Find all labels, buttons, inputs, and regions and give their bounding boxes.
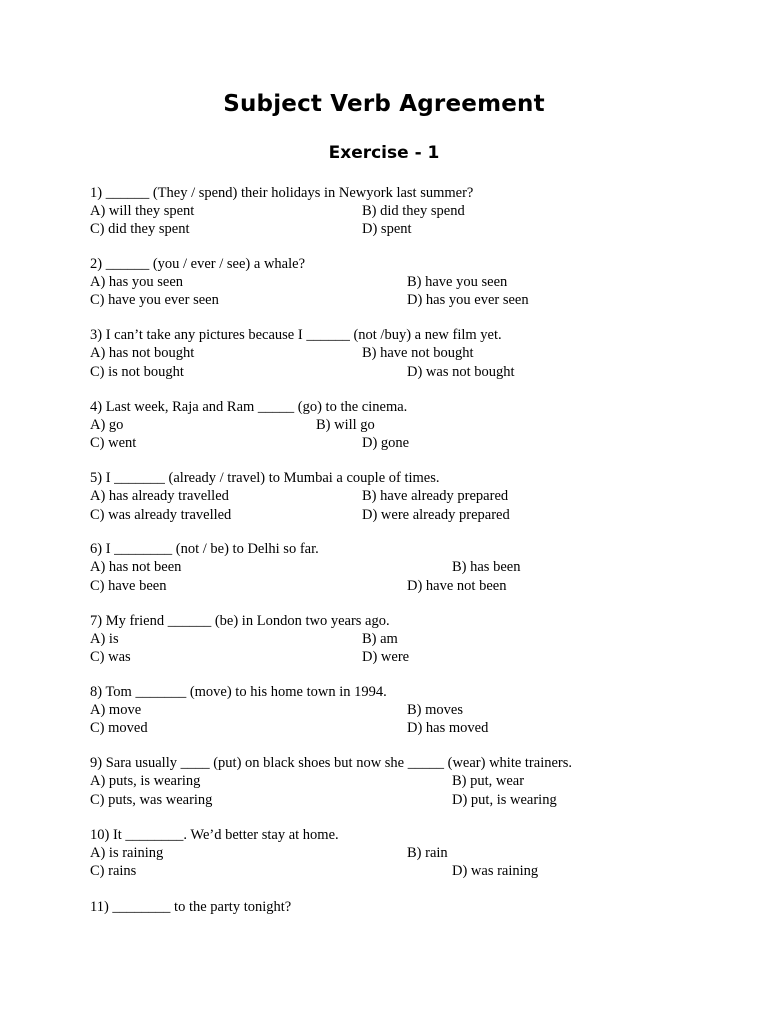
question-2-option-d: D) has you ever seen	[407, 292, 529, 308]
question-8-option-a: A) move	[90, 702, 142, 718]
question-2-option-c: C) have you ever seen	[90, 292, 219, 308]
question-1-option-c: C) did they spent	[90, 221, 190, 237]
question-8-text: 8) Tom _______ (move) to his home town in 1994.	[90, 684, 387, 700]
question-8-option-d: D) has moved	[407, 720, 489, 736]
question-7-text: 7) My friend ______ (be) in London two years ago.	[90, 613, 390, 629]
question-3-option-a: A) has not bought	[90, 345, 195, 361]
question-10-text: 10) It ________. We’d better stay at home.	[90, 827, 339, 843]
question-3-text: 3) I can’t take any pictures because I ______ (not /buy) a new film yet.	[90, 327, 502, 343]
question-4-text: 4) Last week, Raja and Ram _____ (go) to the cinema.	[90, 399, 408, 415]
question-5-option-a: A) has already travelled	[90, 488, 229, 504]
question-2-option-a: A) has you seen	[90, 274, 184, 290]
question-4-option-c: C) went	[90, 435, 137, 451]
question-3-option-b: B) have not bought	[362, 345, 474, 361]
question-3-option-c: C) is not bought	[90, 364, 184, 380]
question-5-option-b: B) have already prepared	[362, 488, 509, 504]
question-5-text: 5) I _______ (already / travel) to Mumbai a couple of times.	[90, 470, 440, 486]
question-7-option-d: D) were	[362, 649, 410, 665]
question-5-option-d: D) were already prepared	[362, 507, 510, 523]
question-6-option-d: D) have not been	[407, 578, 507, 594]
question-11-text: 11) ________ to the party tonight?	[90, 899, 292, 915]
question-7-option-c: C) was	[90, 649, 131, 665]
question-3-option-d: D) was not bought	[407, 364, 515, 380]
question-2-text: 2) ______ (you / ever / see) a whale?	[90, 256, 306, 272]
question-1-option-a: A) will they spent	[90, 203, 195, 219]
question-10-option-c: C) rains	[90, 863, 137, 879]
question-10-option-a: A) is raining	[90, 845, 164, 861]
question-8-option-b: B) moves	[407, 702, 463, 718]
question-5-option-c: C) was already travelled	[90, 507, 232, 523]
question-7-option-b: B) am	[362, 631, 398, 647]
question-6-option-a: A) has not been	[90, 559, 182, 575]
question-6-option-b: B) has been	[452, 559, 521, 575]
question-2-option-b: B) have you seen	[407, 274, 508, 290]
question-4-option-a: A) go	[90, 417, 124, 433]
question-4-option-d: D) gone	[362, 435, 410, 451]
question-10-option-d: D) was raining	[452, 863, 539, 879]
question-9-option-a: A) puts, is wearing	[90, 773, 201, 789]
question-9-option-c: C) puts, was wearing	[90, 792, 213, 808]
question-4-option-b: B) will go	[316, 417, 375, 433]
question-1-text: 1) ______ (They / spend) their holidays in Newyork last summer?	[90, 185, 474, 201]
question-6-text: 6) I ________ (not / be) to Delhi so far.	[90, 541, 319, 557]
question-9-option-b: B) put, wear	[452, 773, 525, 789]
question-8-option-c: C) moved	[90, 720, 148, 736]
question-1-option-b: B) did they spend	[362, 203, 465, 219]
question-9-text: 9) Sara usually ____ (put) on black shoes but now she _____ (wear) white trainers.	[90, 755, 573, 771]
question-10-option-b: B) rain	[407, 845, 448, 861]
question-6-option-c: C) have been	[90, 578, 167, 594]
exercise-subtitle: Exercise - 1	[328, 143, 440, 163]
question-7-option-a: A) is	[90, 631, 119, 647]
question-9-option-d: D) put, is wearing	[452, 792, 557, 808]
page-title: Subject Verb Agreement	[223, 91, 545, 117]
question-1-option-d: D) spent	[362, 221, 412, 237]
